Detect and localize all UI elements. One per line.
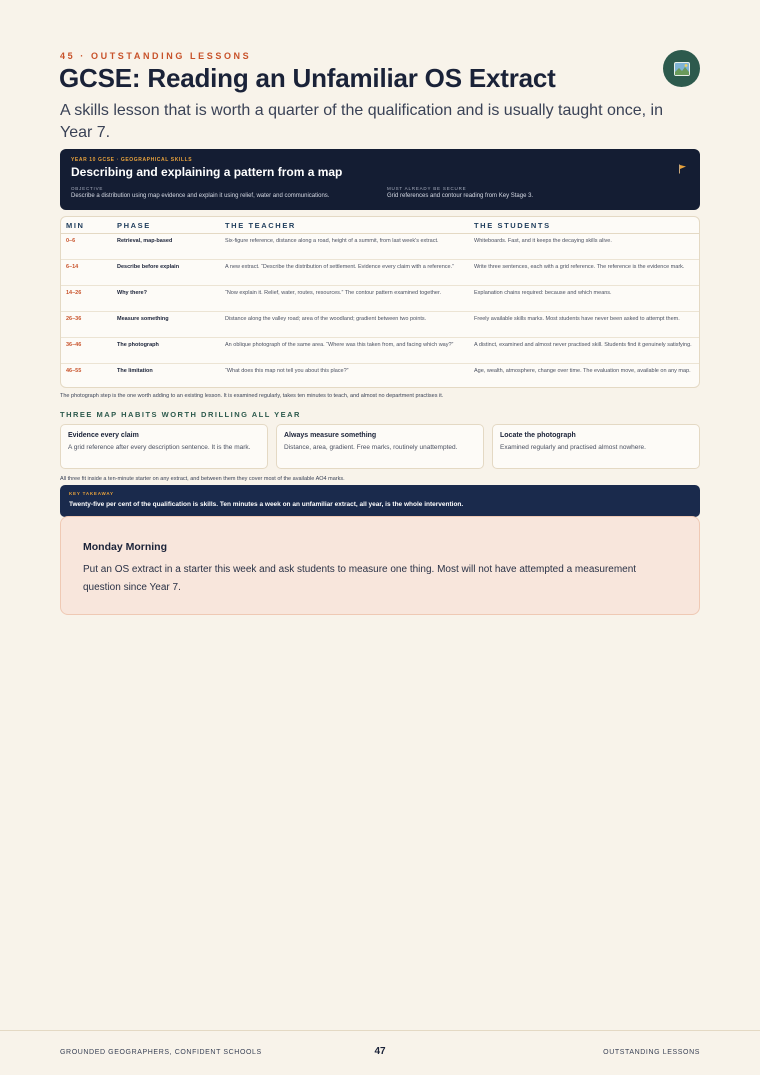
habit-card xyxy=(492,424,700,469)
row-phase: Retrieval, map-based xyxy=(117,238,173,244)
section-kicker: 45 · OUTSTANDING LESSONS xyxy=(60,51,252,61)
page-number: 47 xyxy=(374,1046,386,1057)
row-phase: The limitation xyxy=(117,368,153,374)
prerequisite-heading: MUST ALREADY BE SECURE xyxy=(387,186,467,191)
row-phase: The photograph xyxy=(117,342,159,348)
row-min: 46–55 xyxy=(66,368,82,374)
footer-section: OUTSTANDING LESSONS xyxy=(603,1049,700,1056)
habit-title: Evidence every claim xyxy=(68,432,139,439)
lesson-label: YEAR 10 GCSE · GEOGRAPHICAL SKILLS xyxy=(71,157,193,163)
habit-title: Always measure something xyxy=(284,432,377,439)
habits-heading: THREE MAP HABITS WORTH DRILLING ALL YEAR xyxy=(60,410,301,419)
page-subtitle: A skills lesson that is worth a quarter of the qualification and is usually taught once, in Year 7. xyxy=(60,102,664,141)
header-min: MIN xyxy=(66,221,85,230)
prerequisite-text: Grid references and contour reading from Key Stage 3. xyxy=(387,193,534,199)
monday-morning-box xyxy=(60,516,700,615)
header-phase: PHASE xyxy=(117,221,151,230)
row-students: Whiteboards. Fast, and it keeps the decaying skills alive. xyxy=(474,238,612,244)
habit-description: A grid reference after every description sentence. It is the mark. xyxy=(68,444,251,451)
table-row xyxy=(61,311,699,338)
table-row xyxy=(61,337,699,364)
lesson-plan-table xyxy=(60,216,700,388)
habit-card xyxy=(276,424,484,469)
row-students: Freely available skills marks. Most students have never been asked to attempt them. xyxy=(474,316,680,322)
objective-text: Describe a distribution using map evidence and explain it using relief, water and communications. xyxy=(71,193,330,199)
header-teacher: THE TEACHER xyxy=(225,221,296,230)
page-title: GCSE: Reading an Unfamiliar OS Extract xyxy=(59,63,556,93)
row-students: Explanation chains required: because and which means. xyxy=(474,290,612,296)
table-row xyxy=(61,259,699,286)
table-note: The photograph step is the one worth adding to an existing lesson. It is examined regularly, takes ten minutes to teach, and almost no department practises it. xyxy=(60,393,444,399)
footer-book-title: GROUNDED GEOGRAPHERS, CONFIDENT SCHOOLS xyxy=(60,1049,262,1056)
takeaway-text: Twenty-five per cent of the qualification is skills. Ten minutes a week on an unfamiliar extract, all year, is the whole intervention. xyxy=(69,501,464,508)
habit-card xyxy=(60,424,268,469)
row-min: 14–26 xyxy=(66,290,82,296)
row-teacher: A new extract. “Describe the distribution of settlement. Evidence every claim with a reference.” xyxy=(225,264,454,270)
row-phase: Why there? xyxy=(117,290,147,296)
row-teacher: Distance along the valley road; area of the woodland; gradient between two points. xyxy=(225,316,427,322)
monday-title: Monday Morning xyxy=(83,541,167,553)
table-row xyxy=(61,233,699,260)
row-phase: Describe before explain xyxy=(117,264,180,270)
row-teacher: Six-figure reference, distance along a road, height of a summit, from last week's extract. xyxy=(225,238,439,244)
table-header xyxy=(61,217,699,234)
row-min: 36–46 xyxy=(66,342,82,348)
lesson-title: Describing and explaining a pattern from a map xyxy=(71,165,343,179)
row-students: Age, wealth, atmosphere, change over time. The evaluation move, available on any map. xyxy=(474,368,691,374)
habit-description: Distance, area, gradient. Free marks, routinely unattempted. xyxy=(284,444,458,451)
row-students: Write three sentences, each with a grid reference. The reference is the evidence mark. xyxy=(474,264,685,270)
takeaway-label: KEY TAKEAWAY xyxy=(69,491,114,496)
row-teacher: An oblique photograph of the same area. “Where was this taken from, and facing which way?” xyxy=(225,342,454,348)
monday-text: Put an OS extract in a starter this week and ask students to measure one thing. Most will not have attempted a measurement question since Year 7. xyxy=(83,564,637,593)
habit-title: Locate the photograph xyxy=(500,432,576,439)
row-min: 0–6 xyxy=(66,238,76,244)
table-row xyxy=(61,363,699,388)
map-icon xyxy=(663,50,700,87)
row-phase: Measure something xyxy=(117,316,169,322)
row-students: A distinct, examined and almost never practised skill. Students find it genuinely satisfying. xyxy=(474,342,692,348)
lesson-card xyxy=(60,149,700,210)
key-takeaway xyxy=(60,485,700,517)
habits-note: All three fit inside a ten-minute starter on any extract, and between them they cover most of the available AO4 marks. xyxy=(60,476,345,482)
row-teacher: “What does this map not tell you about this place?” xyxy=(225,368,349,374)
header-students: THE STUDENTS xyxy=(474,221,551,230)
row-min: 6–14 xyxy=(66,264,79,270)
table-row xyxy=(61,285,699,312)
row-min: 26–36 xyxy=(66,316,82,322)
footer-divider xyxy=(0,1030,760,1031)
row-teacher: “Now explain it. Relief, water, routes, resources.” The contour pattern examined together. xyxy=(225,290,442,296)
flag-icon xyxy=(678,161,687,179)
objective-heading: OBJECTIVE xyxy=(71,186,104,191)
habit-description: Examined regularly and practised almost nowhere. xyxy=(500,444,646,451)
